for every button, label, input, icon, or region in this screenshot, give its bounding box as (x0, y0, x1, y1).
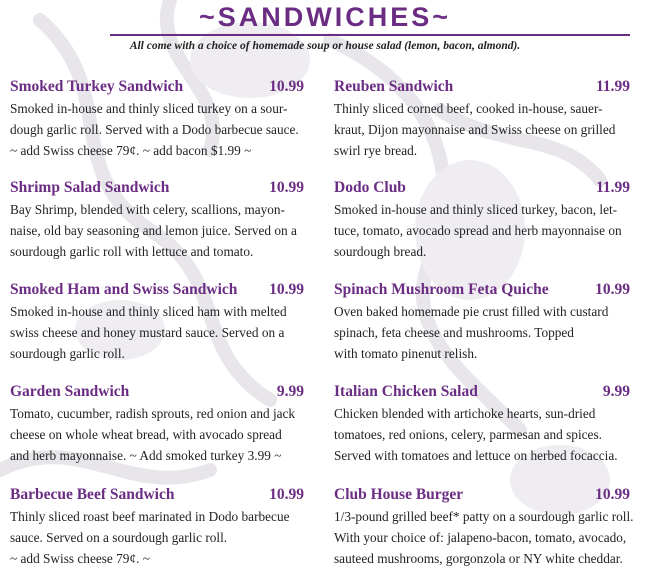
description-line: sourdough bread. (334, 244, 427, 259)
description-line: Smoked in-house and thinly sliced ham with melted (10, 304, 287, 319)
description-line: kraut, Dijon mayonnaise and Swiss cheese on grilled (334, 122, 616, 137)
description-line: with tomato pinenut relish. (334, 346, 478, 361)
description-line: spinach, feta cheese and mushrooms. Topped (334, 325, 574, 340)
description-line: ~ add Swiss cheese 79¢. ~ (10, 551, 150, 566)
menu-item-shrimp-salad-sandwich (10, 178, 304, 262)
item-price: 9.99 (276, 383, 304, 400)
item-price: 10.99 (269, 179, 304, 196)
menu-item-club-house-burger (334, 485, 634, 569)
description-line: Smoked in-house and thinly sliced turkey, bacon, let- (334, 202, 618, 217)
description-line: Smoked in-house and thinly sliced turkey on a sour- (10, 101, 288, 116)
item-description (10, 403, 304, 466)
menu-item-spinach-mushroom-feta-quiche (334, 280, 630, 364)
menu-item-dodo-club (334, 178, 630, 262)
title-divider (110, 34, 630, 36)
item-price: 10.99 (269, 281, 304, 298)
item-price: 10.99 (595, 486, 630, 503)
item-price: 9.99 (602, 383, 630, 400)
description-line: Served with tomatoes and lettuce on herbed focaccia. (334, 448, 618, 463)
item-description (334, 301, 630, 364)
item-description (10, 301, 304, 364)
item-price: 11.99 (595, 179, 630, 196)
menu-item-italian-chicken-salad (334, 382, 630, 466)
description-line: 1/3-pound grilled beef* patty on a sourdough garlic roll. (334, 509, 634, 524)
item-price: 10.99 (269, 486, 304, 503)
item-name: Dodo Club (334, 179, 406, 196)
menu-item-smoked-turkey-sandwich (10, 77, 304, 161)
item-description (10, 199, 304, 262)
menu-item-reuben-sandwich (334, 77, 630, 161)
menu-item-barbecue-beef-sandwich (10, 485, 304, 569)
description-line: sauteed mushrooms, gorgonzola or NY white cheddar. (334, 551, 623, 566)
item-price: 11.99 (595, 78, 630, 95)
item-name: Smoked Turkey Sandwich (10, 78, 184, 95)
item-description (334, 199, 630, 262)
description-line: Chicken blended with artichoke hearts, sun-dried (334, 406, 596, 421)
description-line: naise, old bay seasoning and lemon juice. Served on a (10, 223, 297, 238)
item-description (334, 98, 630, 161)
item-name: Italian Chicken Salad (334, 383, 478, 400)
item-name: Barbecue Beef Sandwich (10, 486, 175, 503)
description-line: swiss cheese and honey mustard sauce. Served on a (10, 325, 285, 340)
item-price: 10.99 (269, 78, 304, 95)
description-line: sourdough garlic roll with lettuce and tomato. (10, 244, 254, 259)
description-line: Thinly sliced roast beef marinated in Dodo barbecue (10, 509, 290, 524)
description-line: sourdough garlic roll. (10, 346, 125, 361)
description-line: Tomato, cucumber, radish sprouts, red onion and jack (10, 406, 296, 421)
description-line: sauce. Served on a sourdough garlic roll. (10, 530, 228, 545)
description-line: cheese on whole wheat bread, with avocado spread (10, 427, 282, 442)
item-name: Shrimp Salad Sandwich (10, 179, 170, 196)
description-line: ~ add Swiss cheese 79¢. ~ add bacon $1.99 ~ (10, 143, 252, 158)
section-title: ~SANDWICHES~ (198, 2, 452, 32)
section-subtitle: All come with a choice of homemade soup or house salad (lemon, bacon, almond). (129, 40, 521, 52)
menu-item-smoked-ham-swiss-sandwich (10, 280, 304, 364)
item-name: Reuben Sandwich (334, 78, 454, 95)
description-line: tuce, tomato, avocado spread and herb mayonnaise on (334, 223, 622, 238)
item-description (334, 403, 630, 466)
item-price: 10.99 (595, 281, 630, 298)
item-description (10, 506, 304, 569)
description-line: dough garlic roll. Served with a Dodo barbecue sauce. (10, 122, 299, 137)
description-line: swirl rye bread. (334, 143, 418, 158)
description-line: Oven baked homemade pie crust filled with custard (334, 304, 609, 319)
item-description (10, 98, 304, 161)
description-line: With your choice of: jalapeno-bacon, tomato, avocado, (334, 530, 627, 545)
description-line: Thinly sliced corned beef, cooked in-house, sauer- (334, 101, 603, 116)
item-description (334, 506, 634, 569)
item-name: Garden Sandwich (10, 383, 130, 400)
description-line: tomatoes, red onions, celery, parmesan and spices. (334, 427, 602, 442)
item-name: Spinach Mushroom Feta Quiche (334, 281, 549, 298)
item-name: Smoked Ham and Swiss Sandwich (10, 281, 238, 298)
description-line: Bay Shrimp, blended with celery, scallions, mayon- (10, 202, 285, 217)
item-name: Club House Burger (334, 486, 464, 503)
description-line: and herb mayonnaise. ~ Add smoked turkey 3.99 ~ (10, 448, 282, 463)
menu-item-garden-sandwich (10, 382, 304, 466)
